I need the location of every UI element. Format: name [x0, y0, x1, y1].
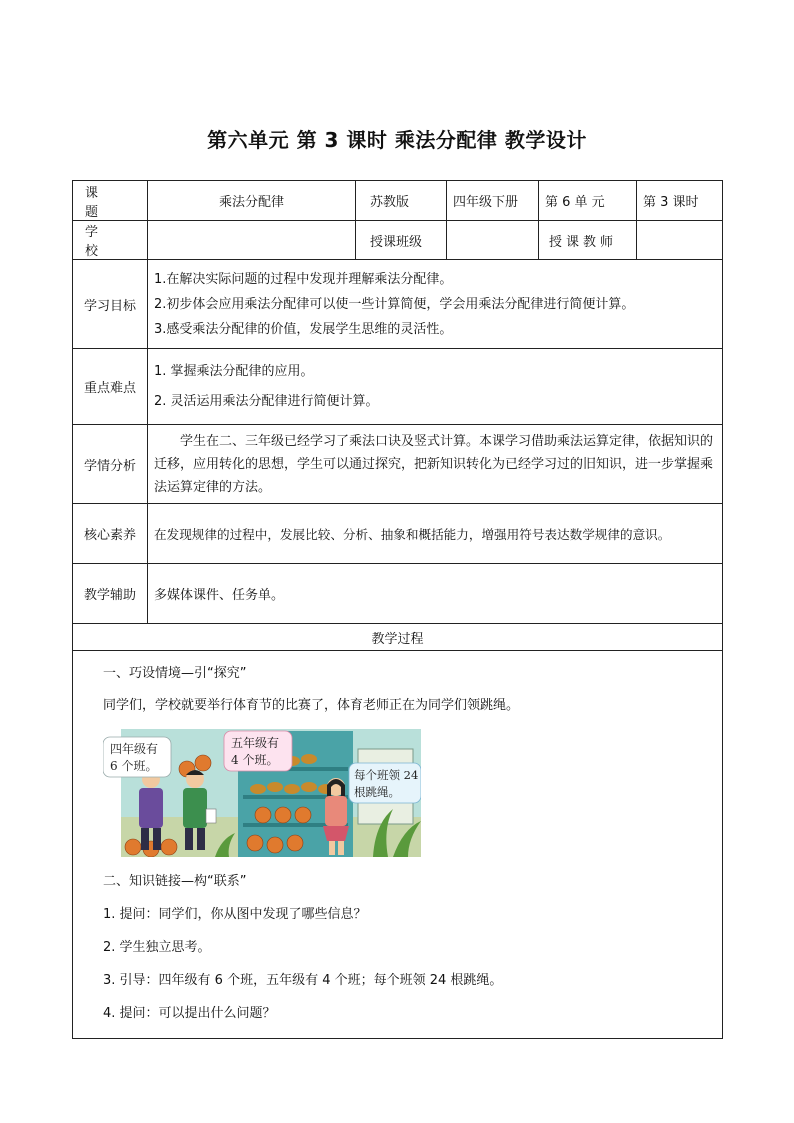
teacher-label: 授课教师	[539, 221, 637, 260]
bubble2-line1: 五年级有	[231, 736, 280, 750]
keypoint-item: 2. 灵活运用乘法分配律进行简便计算。	[154, 393, 379, 409]
bubble3-line1: 每个班领 24	[354, 768, 419, 782]
goal-item: 2.初步体会应用乘法分配律可以使一些计算简便，学会用乘法分配律进行简便计算。	[154, 296, 635, 312]
class-value	[447, 221, 539, 260]
process-header: 教学过程	[73, 624, 723, 651]
header-row-topic	[73, 181, 723, 221]
process-item: 4. 提问：可以提出什么问题？	[103, 1006, 276, 1021]
school-label: 学 校	[73, 221, 148, 260]
lesson-cell: 第 3 课时	[637, 181, 723, 221]
lesson-plan-table	[72, 180, 723, 1039]
goal-item: 1.在解决实际问题的过程中发现并理解乘法分配律。	[154, 271, 453, 287]
section-title-2: 二、知识链接—构“联系”	[103, 874, 247, 889]
analysis-text: 学生在二、三年级已经学习了乘法口诀及竖式计算。本课学习借助乘法运算定律，依据知识的迁移，应用转化的思想，学生可以通过探究，把新知识转化为已经学习过的旧知识，进一步掌握乘法运算定律的方法。	[148, 425, 723, 504]
process-body	[73, 651, 723, 1039]
unit-cell: 第 6 单 元	[539, 181, 637, 221]
process-item: 3. 引导：四年级有 6 个班，五年级有 4 个班；每个班领 24 根跳绳。	[103, 973, 503, 988]
process-body-row	[73, 651, 723, 1039]
aids-label: 教学辅助	[73, 564, 148, 624]
section-text-1: 同学们，学校就要举行体育节的比赛了，体育老师正在为同学们领跳绳。	[103, 698, 520, 713]
literacy-row	[73, 504, 723, 564]
class-label: 授课班级	[356, 221, 447, 260]
aids-row	[73, 564, 723, 624]
keypoints-content	[148, 349, 723, 425]
analysis-row	[73, 425, 723, 504]
teacher-value	[637, 221, 723, 260]
classroom-illustration	[103, 729, 421, 857]
edition-cell: 苏教版	[356, 181, 447, 221]
process-item: 1. 提问：同学们，你从图中发现了哪些信息？	[103, 907, 367, 922]
grade-cell: 四年级下册	[447, 181, 539, 221]
goal-item: 3.感受乘法分配律的价值，发展学生思维的灵活性。	[154, 321, 453, 337]
keypoints-row	[73, 349, 723, 425]
literacy-text: 在发现规律的过程中，发展比较、分析、抽象和概括能力，增强用符号表达数学规律的意识。	[148, 504, 723, 564]
keypoint-item: 1. 掌握乘法分配律的应用。	[154, 363, 314, 379]
page-title: 第六单元 第 3 课时 乘法分配律 教学设计	[207, 128, 587, 152]
school-value	[148, 221, 356, 260]
header-row-school	[73, 221, 723, 260]
process-item: 2. 学生独立思考。	[103, 940, 211, 955]
process-header-row	[73, 624, 723, 651]
goals-label: 学习目标	[73, 260, 148, 349]
topic-label: 课 题	[73, 181, 148, 221]
section-title-1: 一、巧设情境—引“探究”	[103, 666, 247, 681]
illustration-svg	[103, 729, 421, 857]
literacy-label: 核心素养	[73, 504, 148, 564]
analysis-label: 学情分析	[73, 425, 148, 504]
bubble2-line2: 4 个班。	[231, 753, 279, 767]
bubble1-line2: 6 个班。	[110, 759, 158, 773]
goals-content	[148, 260, 723, 349]
bubble1-line1: 四年级有	[110, 742, 159, 756]
goals-row	[73, 260, 723, 349]
bubble3-line2: 根跳绳。	[354, 785, 400, 799]
topic-value: 乘法分配律	[148, 181, 356, 221]
aids-text: 多媒体课件、任务单。	[148, 564, 723, 624]
keypoints-label: 重点难点	[73, 349, 148, 425]
